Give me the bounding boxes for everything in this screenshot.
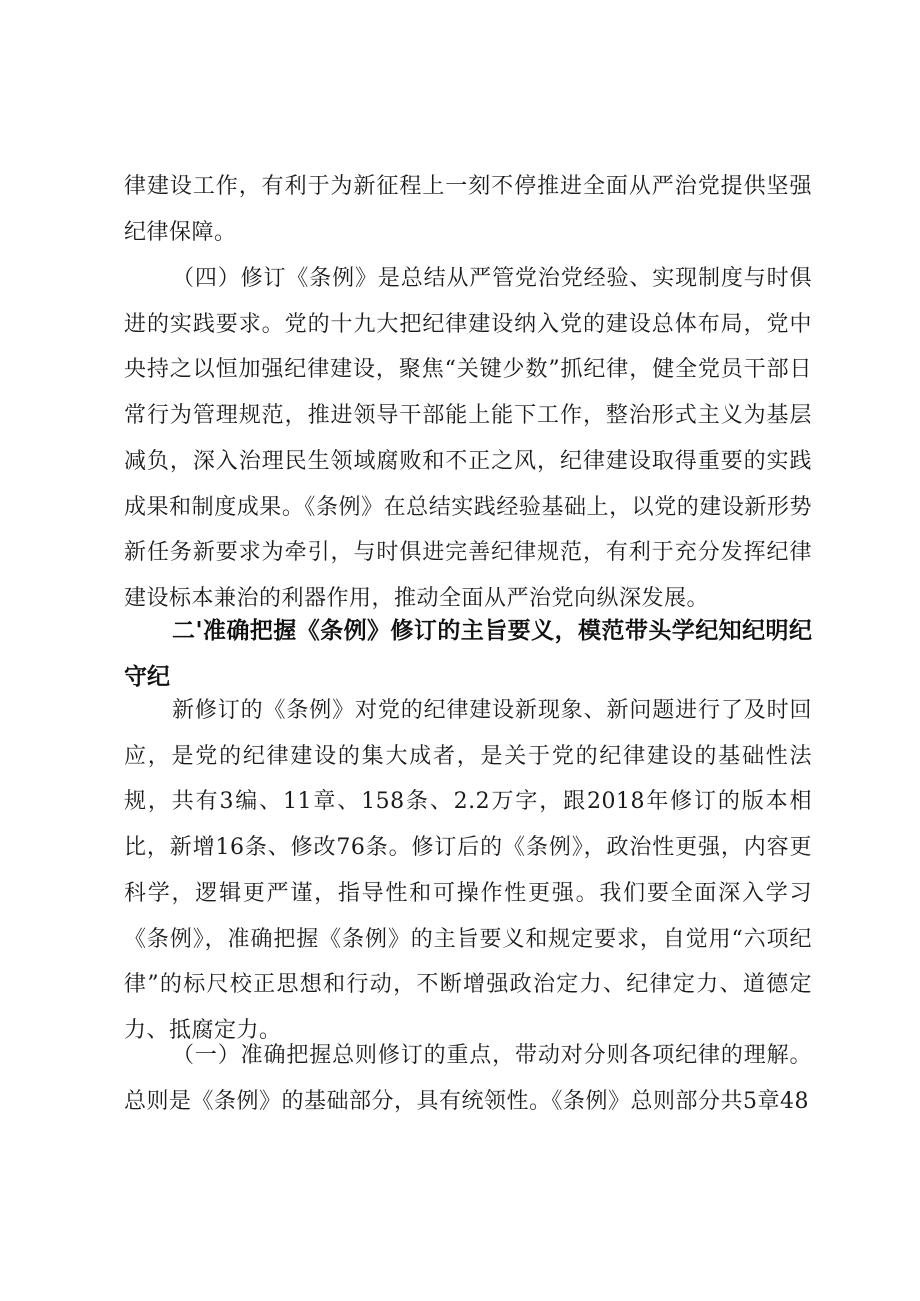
paragraph-intro-revision: 新修订的《条例》对党的纪律建设新现象、新问题进行了及时回应，是党的纪律建设的集大成者，是关于党的纪律建设的基础性法规，共有3编、11章、158条、2.2万字，跟2018年修订的版本相比，新增16条、修改76条。修订后的《条例》，政治性更强，内容更科学，逻辑更严谨，指导性和可操作性更强。我们要全面深入学习《条例》，准确把握《条例》的主旨要义和规定要求，自觉用“六项纪律”的标尺校正思想和行动，不断增强政治定力、纪律定力、道德定力、抵腐定力。 xyxy=(124,698,812,1043)
section-heading-two: 二'准确把握《条例》修订的主旨要义，模范带头学纪知纪明纪守纪 xyxy=(124,618,812,690)
paragraph-section-four: （四）修订《条例》是总结从严管党治党经验、实现制度与时俱进的实践要求。党的十九大把纪律建设纳入党的建设总体布局，党中央持之以恒加强纪律建设，聚焦“关键少数”抓纪律，健全党员干部日常行为管理规范，推进领导干部能上能下工作，整治形式主义为基层减负，深入治理民生领域腐败和不正之风，纪律建设取得重要的实践成果和制度成果。《条例》在总结实践经验基础上，以党的建设新形势新任务新要求为牵引，与时俱进完善纪律规范，有利于充分发挥纪律建设标本兼治的利器作用，推动全面从严治党向纵深发展。 xyxy=(124,266,812,611)
paragraph-subsection-one: （一）准确把握总则修订的重点，带动对分则各项纪律的理解。总则是《条例》的基础部分，具有统领性。《条例》总则部分共5章48 xyxy=(124,1043,812,1114)
paragraph-continuation: 律建设工作，有利于为新征程上一刻不停推进全面从严治党提供坚强纪律保障。 xyxy=(124,174,812,245)
